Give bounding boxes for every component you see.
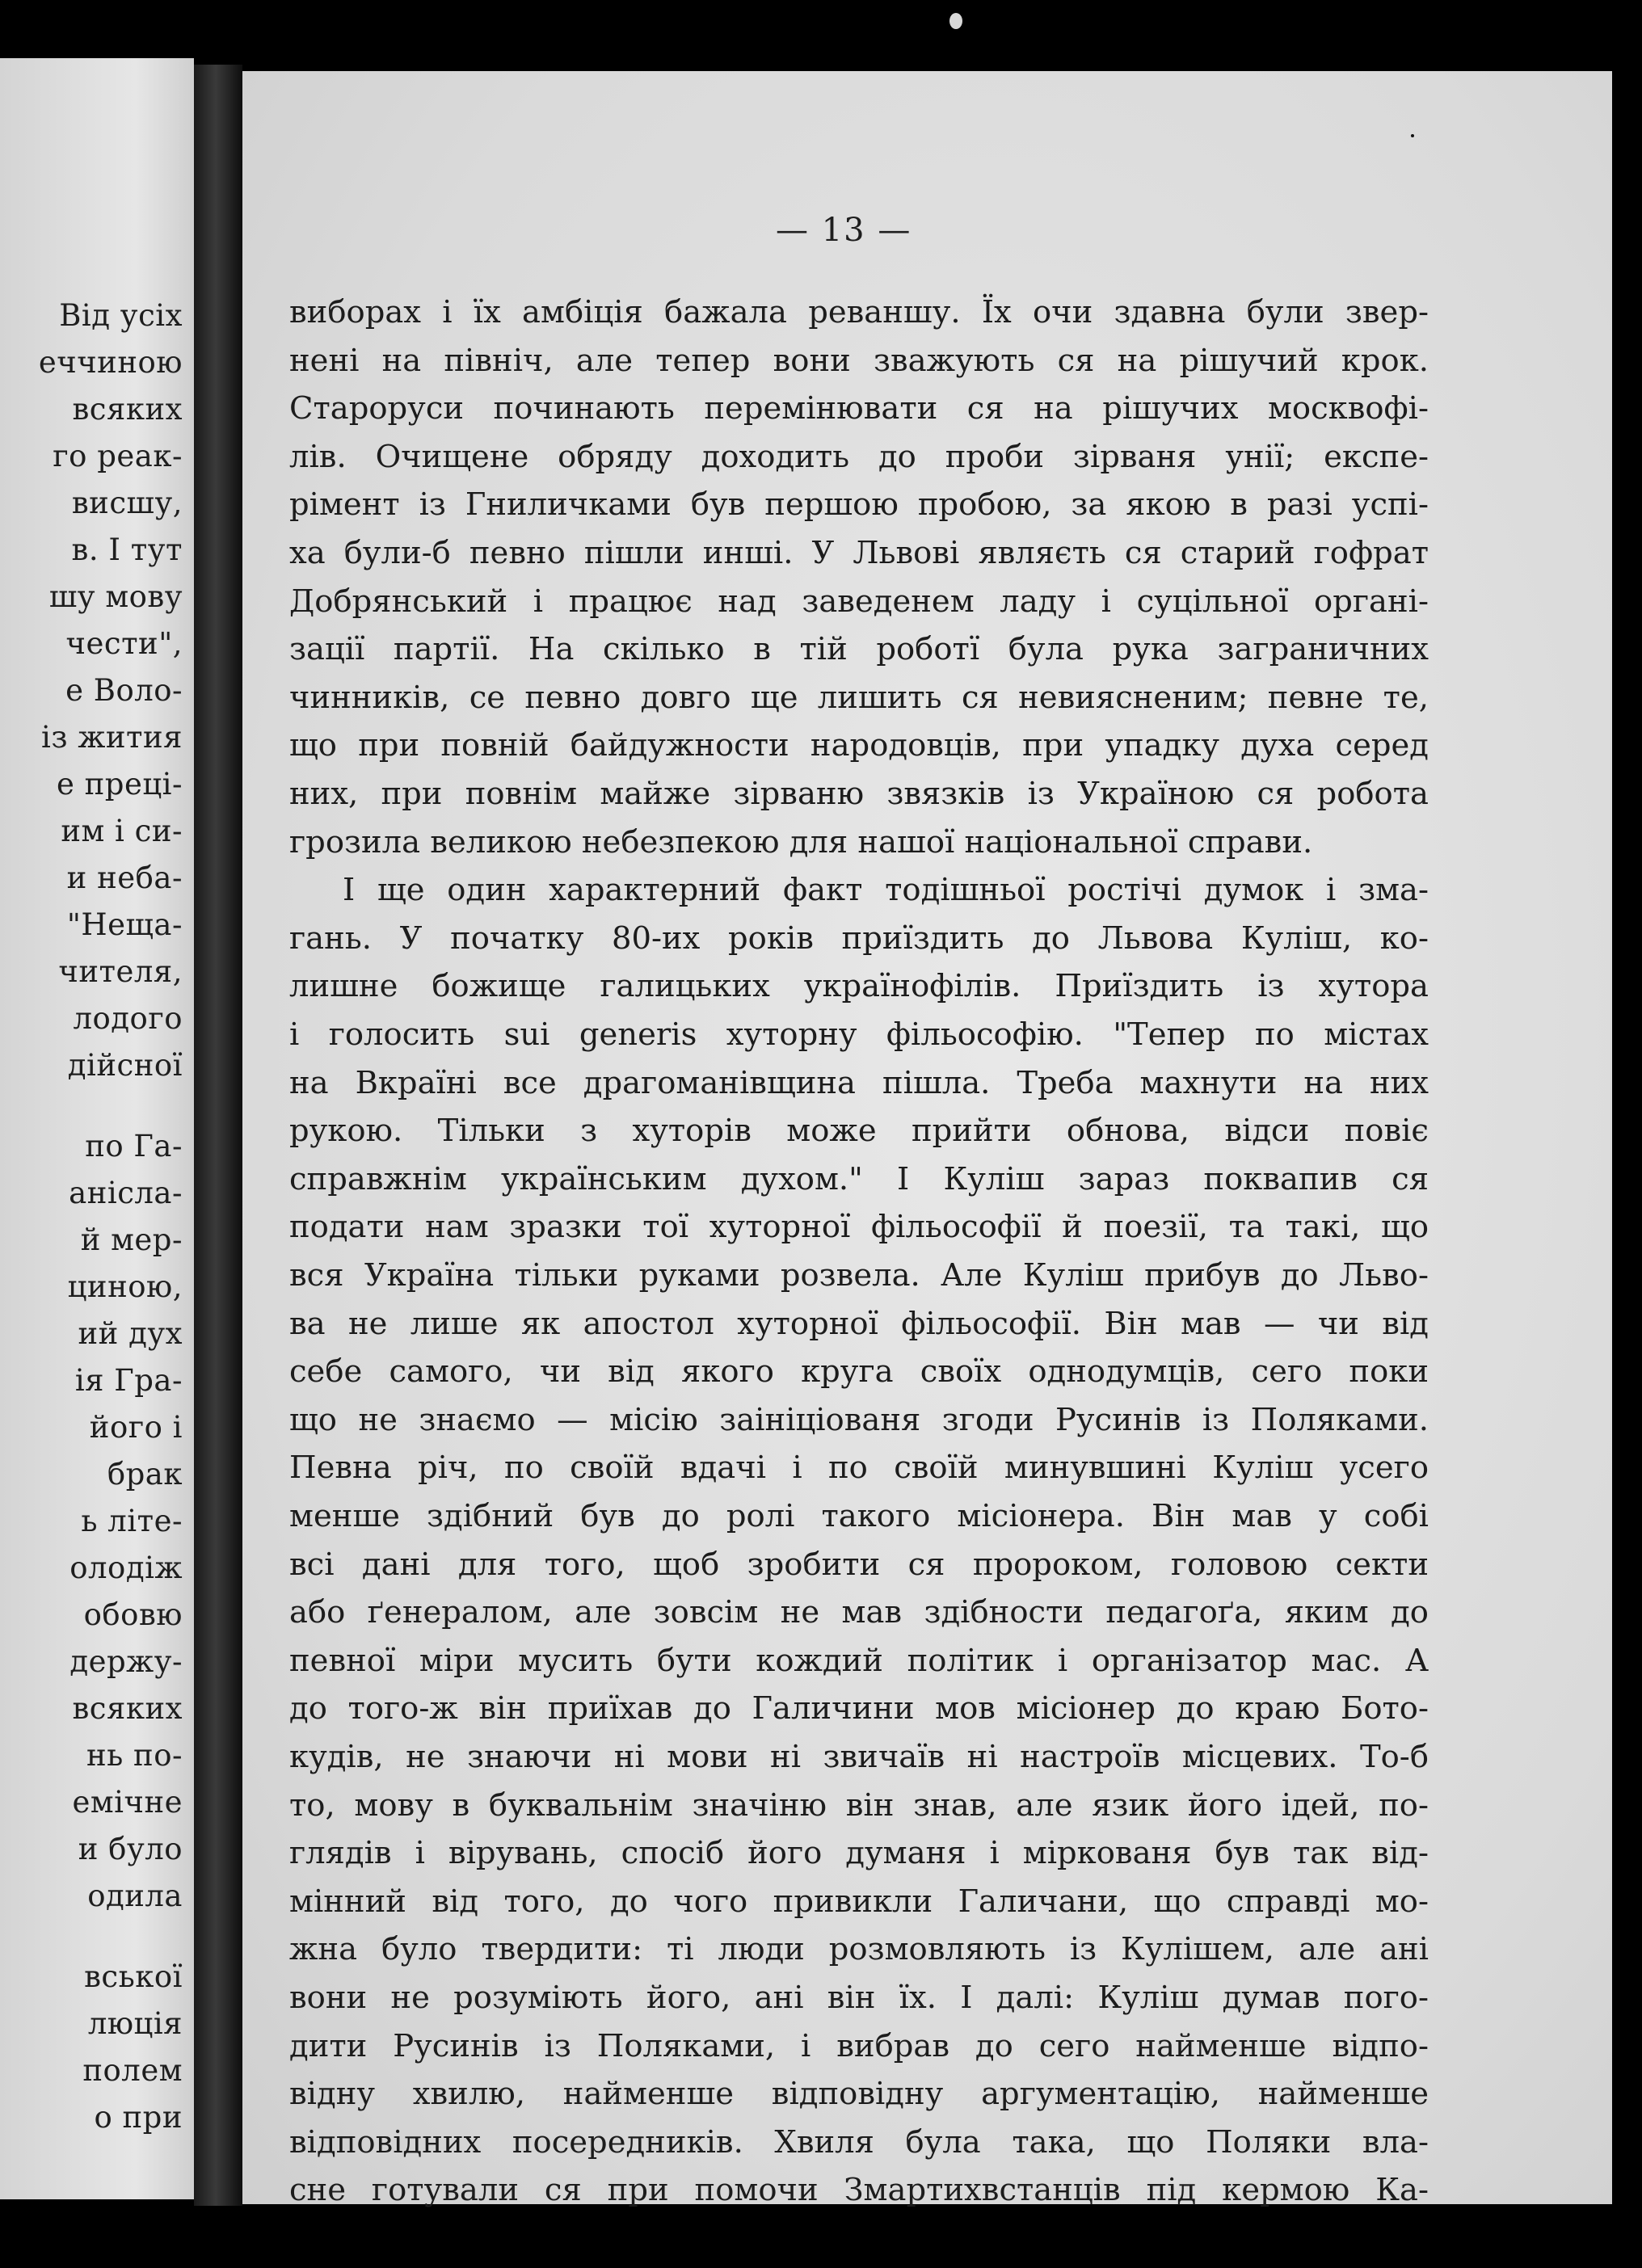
text-line: Певна річ, по своїй вдачі і по своїй минувшині Куліш усего: [289, 1450, 1429, 1487]
left-page-line: и неба-: [66, 860, 183, 895]
left-page-line: "Неща-: [66, 907, 183, 942]
text-line: сне готували ся при помочи Змартихвстанців під кермою Ка-: [289, 2172, 1429, 2209]
left-page-line: ія Гра-: [74, 1363, 183, 1398]
text-line: рукою. Тільки з хуторів може прийти обнова, відси повіє: [289, 1113, 1429, 1150]
left-page-line: по Га-: [85, 1129, 183, 1163]
left-page-line: о при: [94, 2100, 183, 2135]
text-line: Добрянський і працює над заведенем ладу і суцільної органі-: [289, 583, 1429, 620]
left-page-line: в. І тут: [71, 532, 183, 567]
left-page-line: держу-: [69, 1644, 183, 1679]
text-line: що при повній байдужности народовців, при упадку духа серед: [289, 727, 1429, 764]
text-line: і голосить sui generis хуторну фільософію. "Тепер по містах: [289, 1016, 1429, 1053]
text-line: грозила великою небезпекою для нашої національної справи.: [289, 823, 1313, 860]
text-line: мінний від того, до чого привикли Галичани, що справді мо-: [289, 1883, 1429, 1920]
left-page-line: ий дух: [78, 1316, 183, 1351]
left-page-line: одила: [87, 1879, 183, 1913]
left-page-line: й мер-: [80, 1222, 183, 1257]
left-page-line: із жития: [41, 720, 183, 755]
left-page-line: чести",: [65, 626, 183, 661]
text-line: виборах і їх амбіція бажала реваншу. Їх очи здавна були звер-: [289, 294, 1429, 330]
left-page: [0, 58, 194, 2199]
left-page-line: ь літе-: [81, 1504, 183, 1538]
text-line: зації партії. На скілько в тій роботї була рука заграничних: [289, 631, 1429, 668]
text-line: себе самого, чи від якого круга своїх однодумців, сего поки: [289, 1353, 1429, 1391]
text-line: справжнім українським духом." І Куліш зараз поквапив ся: [289, 1160, 1429, 1197]
left-page-line: емічне: [72, 1785, 183, 1820]
left-page-line: олодіж: [69, 1551, 183, 1585]
left-page-line: го реак-: [53, 439, 183, 473]
left-page-line: вської: [84, 1959, 183, 1994]
text-line: вся Україна тільки руками розвела. Але Куліш прибув до Льво-: [289, 1257, 1429, 1294]
text-line: І ще один характерний факт тодішньої ростічі думок і зма-: [343, 872, 1429, 909]
text-line: нені на північ, але тепер вони зважують ся на рішучий крок.: [289, 342, 1429, 379]
left-page-line: всяких: [72, 392, 183, 427]
text-line: рімент із Гниличками був першою пробою, за якою в разі успі-: [289, 486, 1429, 524]
film-speck: [949, 13, 962, 29]
left-page-line: полем: [82, 2053, 183, 2088]
text-line: чинників, се певно довго ще лишить ся невиясненим; певне те,: [289, 679, 1429, 716]
text-line: ва не лише як апостол хуторної фільософії. Він мав — чи від: [289, 1305, 1429, 1342]
text-line: відповідних посередників. Хвиля була така, що Поляки вла-: [289, 2123, 1429, 2161]
page-number: — 13 —: [776, 212, 912, 249]
left-page-line: його і: [89, 1410, 183, 1445]
text-line: то, мову в буквальнім значіню він знав, але язик його ідей, по-: [289, 1786, 1429, 1824]
left-page-line: всяких: [72, 1691, 183, 1726]
text-line: ха були-б певно пішли инші. У Львові являєть ся старий гофрат: [289, 535, 1429, 571]
left-page-line: шу мову: [48, 579, 183, 614]
left-page-line: висшу,: [71, 486, 183, 520]
text-line: вони не розуміють його, ані він їх. І далі: Куліш думав пого-: [289, 1980, 1429, 2016]
left-page-line: еччиною: [38, 345, 183, 380]
film-speck: [1411, 134, 1414, 137]
left-page-line: чителя,: [58, 954, 183, 989]
text-line: глядів і вірувань, спосіб його думаня і міркованя був так від-: [289, 1835, 1429, 1872]
left-page-line: и було: [78, 1832, 183, 1866]
left-page-line: е Воло-: [65, 673, 183, 708]
left-page-line: обовю: [83, 1597, 183, 1632]
text-line: певної міри мусить бути кождий політик і організатор мас. А: [289, 1642, 1429, 1679]
text-line: кудів, не знаючи ні мови ні звичаїв ні настроїв місцевих. То-б: [289, 1739, 1429, 1775]
text-line: або ґенералом, але зовсім не мав здібности педагоґа, яким до: [289, 1594, 1429, 1631]
book-gutter: [194, 65, 242, 2206]
text-line: них, при повнім майже зірваню звязків із Україною ся робота: [289, 776, 1429, 812]
text-line: на Вкраїні все драгоманівщина пішла. Треба махнути на них: [289, 1064, 1429, 1101]
text-line: до того-ж він приїхав до Галичини мов місіонер до краю Бото-: [289, 1690, 1429, 1727]
text-line: що не знаємо — місію заініціованя згоди Русинів із Поляками.: [289, 1401, 1429, 1438]
text-line: менше здібний був до ролі такого місіонера. Він мав у собі: [289, 1498, 1429, 1534]
left-page-line: е преці-: [56, 767, 183, 802]
left-page-line: им і си-: [61, 814, 183, 848]
text-line: подати нам зразки тої хуторної фільософії й поезії, та такі, що: [289, 1209, 1429, 1246]
left-page-line: люція: [87, 2006, 183, 2041]
text-line: лів. Очищене обряду доходить до проби зірваня унії; експе-: [289, 438, 1429, 475]
left-page-line: брак: [107, 1457, 183, 1492]
left-page-line: нь по-: [86, 1738, 183, 1773]
text-line: жна було твердити: ті люди розмовляють із Кулішем, але ані: [289, 1931, 1429, 1968]
text-line: відну хвилю, найменше відповідну аргументацію, найменше: [289, 2076, 1429, 2113]
left-page-line: циною,: [67, 1269, 183, 1304]
text-line: Старoруси починають перемінювати ся на рішучих москвофі-: [289, 390, 1429, 427]
left-page-line: дійсної: [67, 1048, 183, 1083]
left-page-line: аніслa-: [69, 1176, 183, 1210]
text-line: всі дані для того, щоб зробити ся пророком, головою секти: [289, 1546, 1429, 1583]
left-page-line: лодого: [73, 1001, 183, 1036]
text-line: лишне божище галицьких українофілів. Приїздить із хутора: [289, 968, 1429, 1005]
left-page-line: Від усіх: [59, 298, 183, 333]
text-line: гань. У початку 80-их років приїздить до Львова Куліш, ко-: [289, 919, 1429, 957]
text-line: дити Русинів із Поляками, і вибрав до сего найменше відпо-: [289, 2027, 1429, 2064]
